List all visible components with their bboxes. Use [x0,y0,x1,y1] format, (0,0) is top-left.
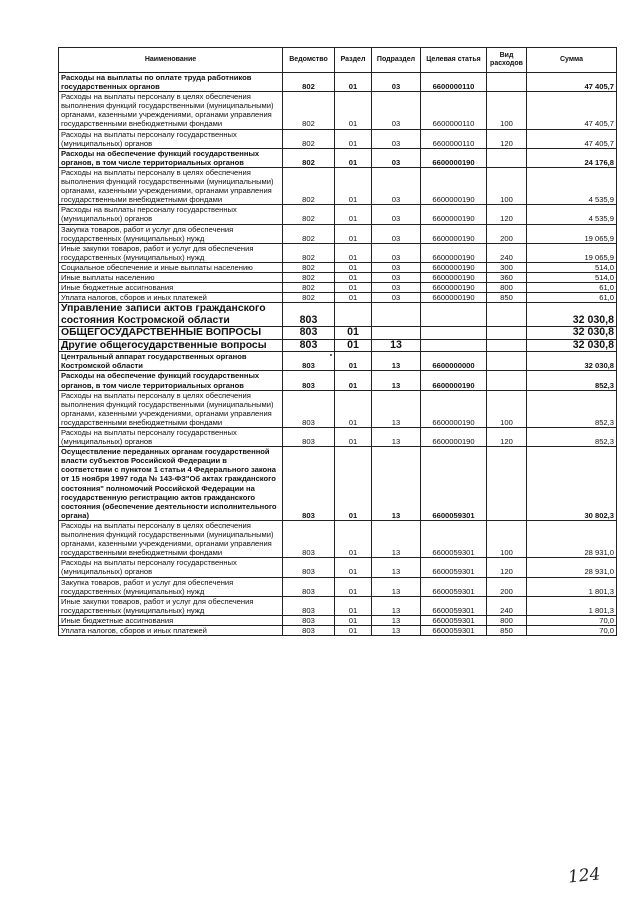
cell-exp: 200 [487,577,527,596]
table-row [59,272,617,282]
table-row [59,148,617,167]
cell-name: Закупка товаров, работ и услуг для обеспечения государственных (муниципальных) нужд [59,224,283,243]
cell-subsection: 13 [372,596,421,615]
cell-sum: 70,0 [527,615,617,625]
cell-exp [487,339,527,352]
cell-subsection: 03 [372,283,421,293]
cell-sum: 852,3 [527,390,617,427]
header-dept: Ведомство [283,48,335,73]
cell-target [421,327,487,340]
cell-name: Осуществление переданных органам государственной власти субъектов Российской Федерации в соответствии с пунктом 1 статьи 4 Федерального закона от 15 ноября 1997 года № 143-ФЗ"Об актах гражданского состояния" полномочий Российской Федерации на государственную регистрацию актов гражданского состояния (обеспечение деятельности исполнительного органа) [59,447,283,521]
cell-subsection: 13 [372,428,421,447]
cell-subsection: 03 [372,293,421,303]
cell-target: 6600000190 [421,428,487,447]
cell-exp: 120 [487,205,527,224]
cell-dept: 802 [283,92,335,129]
cell-exp [487,148,527,167]
cell-sum: 47 405,7 [527,129,617,148]
cell-section: 01 [335,596,372,615]
cell-section: 01 [335,272,372,282]
cell-sum: 514,0 [527,272,617,282]
header-exp-type: Вид расходов [487,48,527,73]
cell-name: Расходы на выплаты персоналу в целях обеспечения выполнения функций государственными (муниципальными) органами, казенными учреждениями, органами управления государственными внебюджетными фондами [59,167,283,204]
table-row [59,224,617,243]
cell-sum: 32 030,8 [527,327,617,340]
cell-dept: 803 [283,577,335,596]
cell-exp: 120 [487,428,527,447]
cell-name: Управление записи актов гражданского состояния Костромской области [59,303,283,327]
cell-section: 01 [335,92,372,129]
cell-dept: 803 [283,520,335,557]
cell-target: 6600059301 [421,577,487,596]
table-row [59,293,617,303]
cell-subsection: 03 [372,205,421,224]
table-row [59,596,617,615]
table-row [59,92,617,129]
cell-subsection: 13 [372,447,421,521]
cell-sum: 30 802,3 [527,447,617,521]
cell-section: 01 [335,283,372,293]
cell-dept: 803 [283,352,335,371]
cell-target: 6600059301 [421,596,487,615]
cell-subsection: 13 [372,520,421,557]
table-row [59,243,617,262]
cell-subsection [372,303,421,327]
cell-exp: 240 [487,596,527,615]
cell-section: 01 [335,625,372,635]
cell-target: 6600000110 [421,129,487,148]
cell-target: 6600000000 [421,352,487,371]
table-row [59,73,617,92]
cell-exp: 850 [487,293,527,303]
cell-dept: 802 [283,243,335,262]
cell-sum: 852,3 [527,371,617,390]
cell-sum: 1 801,3 [527,596,617,615]
cell-dept: 802 [283,129,335,148]
cell-exp: 100 [487,92,527,129]
cell-target: 6600059301 [421,558,487,577]
cell-name: Иные закупки товаров, работ и услуг для обеспечения государственных (муниципальных) нужд [59,596,283,615]
cell-name: Иные бюджетные ассигнования [59,283,283,293]
cell-target [421,339,487,352]
cell-name: Иные выплаты населению [59,272,283,282]
header-target: Целевая статья [421,48,487,73]
cell-subsection: 13 [372,615,421,625]
cell-section: 01 [335,293,372,303]
cell-exp: 120 [487,558,527,577]
cell-subsection [372,327,421,340]
cell-section: 01 [335,447,372,521]
cell-sum: 1 801,3 [527,577,617,596]
cell-subsection: 13 [372,339,421,352]
cell-sum: 852,3 [527,428,617,447]
cell-section: 01 [335,327,372,340]
cell-section: 01 [335,371,372,390]
cell-sum: 61,0 [527,283,617,293]
header-name: Наименование [59,48,283,73]
cell-target: 6600000110 [421,92,487,129]
cell-subsection: 03 [372,73,421,92]
cell-section: 01 [335,224,372,243]
cell-subsection: 13 [372,352,421,371]
cell-name: Расходы на выплаты персоналу государственных (муниципальных) органов [59,428,283,447]
cell-name: Расходы на обеспечение функций государственных органов, в том числе территориальных органов [59,148,283,167]
cell-section: 01 [335,520,372,557]
cell-subsection: 03 [372,92,421,129]
cell-dept: 803 [283,390,335,427]
cell-subsection: 03 [372,148,421,167]
cell-sum: 514,0 [527,262,617,272]
cell-sum: 19 065,9 [527,224,617,243]
cell-subsection: 13 [372,577,421,596]
cell-dept: 803 [283,339,335,352]
cell-exp [487,447,527,521]
cell-section: 01 [335,577,372,596]
cell-name: Иные бюджетные ассигнования [59,615,283,625]
cell-subsection: 13 [372,371,421,390]
cell-target: 6600000190 [421,272,487,282]
cell-name: Центральный аппарат государственных органов Костромской области [59,352,283,371]
cell-name: Расходы на обеспечение функций государственных органов, в том числе территориальных органов [59,371,283,390]
table-body [59,73,617,636]
cell-subsection: 03 [372,272,421,282]
cell-subsection: 03 [372,224,421,243]
table-row [59,167,617,204]
cell-dept: 802 [283,224,335,243]
header-section: Раздел [335,48,372,73]
cell-sum: 28 931,0 [527,520,617,557]
cell-target: 6600000190 [421,371,487,390]
cell-section: 01 [335,148,372,167]
cell-section: 01 [335,339,372,352]
cell-exp: 850 [487,625,527,635]
table-row [59,352,617,371]
cell-section: 01 [335,428,372,447]
cell-target: 6600059301 [421,520,487,557]
cell-sum: 28 931,0 [527,558,617,577]
cell-dept: 802 [283,272,335,282]
cell-target: 6600059301 [421,447,487,521]
table-row [59,262,617,272]
cell-sum: 70,0 [527,625,617,635]
cell-dept: 802 [283,262,335,272]
cell-dept: 802 [283,73,335,92]
cell-sum: 32 030,8 [527,339,617,352]
cell-dept: 803 [283,327,335,340]
cell-subsection: 03 [372,167,421,204]
table-row [59,205,617,224]
table-row [59,129,617,148]
cell-section: 01 [335,262,372,272]
cell-section [335,303,372,327]
cell-dept: 802 [283,283,335,293]
cell-name: Иные закупки товаров, работ и услуг для обеспечения государственных (муниципальных) нужд [59,243,283,262]
cell-dept: 803 [283,428,335,447]
table-row [59,615,617,625]
table-row [59,339,617,352]
cell-name: Расходы на выплаты персоналу государственных (муниципальных) органов [59,558,283,577]
cell-exp [487,327,527,340]
cell-exp [487,303,527,327]
cell-exp: 800 [487,615,527,625]
budget-table [58,47,617,636]
cell-section: 01 [335,243,372,262]
table-row [59,303,617,327]
cell-section: 01 [335,352,372,371]
cell-section: 01 [335,73,372,92]
header-subsection: Подраздел [372,48,421,73]
cell-dept: 803 [283,558,335,577]
table-row [59,558,617,577]
cell-name: Уплата налогов, сборов и иных платежей [59,625,283,635]
cell-target: 6600000190 [421,243,487,262]
cell-sum: 4 535,9 [527,205,617,224]
cell-target: 6600000190 [421,167,487,204]
cell-subsection: 13 [372,558,421,577]
cell-exp: 240 [487,243,527,262]
table-row [59,447,617,521]
cell-name: Уплата налогов, сборов и иных платежей [59,293,283,303]
cell-name: Другие общегосударственные вопросы [59,339,283,352]
cell-target: 6600000110 [421,73,487,92]
cell-section: 01 [335,615,372,625]
cell-sum: 32 030,8 [527,352,617,371]
cell-dept: 802 [283,148,335,167]
cell-target: 6600000190 [421,224,487,243]
cell-exp: 300 [487,262,527,272]
cell-subsection: 13 [372,390,421,427]
cell-subsection: 03 [372,243,421,262]
cell-dept: 803 [283,596,335,615]
table-row [59,577,617,596]
cell-sum: 47 405,7 [527,73,617,92]
cell-sum: 19 065,9 [527,243,617,262]
table-row [59,327,617,340]
cell-target: 6600000190 [421,205,487,224]
cell-name: Расходы на выплаты персоналу в целях обеспечения выполнения функций государственными (муниципальными) органами, казенными учреждениями, органами управления государственными внебюджетными фондами [59,520,283,557]
cell-dept: 802 [283,205,335,224]
cell-section: 01 [335,129,372,148]
cell-target: 6600000190 [421,293,487,303]
cell-sum: 61,0 [527,293,617,303]
cell-target: 6600000190 [421,283,487,293]
cell-sum: 47 405,7 [527,92,617,129]
cell-name: Расходы на выплаты персоналу в целях обеспечения выполнения функций государственными (муниципальными) органами, казенными учреждениями, органами управления государственными внебюджетными фондами [59,92,283,129]
cell-target: 6600000190 [421,148,487,167]
table-row [59,390,617,427]
cell-name: Расходы на выплаты персоналу государственных (муниципальных) органов [59,205,283,224]
cell-subsection: 03 [372,129,421,148]
table-row [59,625,617,635]
cell-dept: 803 [283,625,335,635]
cell-subsection: 13 [372,625,421,635]
cell-exp: 360 [487,272,527,282]
cell-dept: 802 [283,167,335,204]
cell-section: 01 [335,167,372,204]
cell-name: Расходы на выплаты персоналу в целях обеспечения выполнения функций государственными (муниципальными) органами, казенными учреждениями, органами управления государственными внебюджетными фондами [59,390,283,427]
table-row [59,283,617,293]
cell-exp: 120 [487,129,527,148]
cell-section: 01 [335,205,372,224]
table-row [59,371,617,390]
cell-name: ОБЩЕГОСУДАРСТВЕННЫЕ ВОПРОСЫ [59,327,283,340]
cell-dept: 803 [283,447,335,521]
cell-target: 6600000190 [421,262,487,272]
cell-section: 01 [335,390,372,427]
cell-sum: 32 030,8 [527,303,617,327]
cell-dept: 803 [283,371,335,390]
cell-target: 6600059301 [421,625,487,635]
cell-name: Социальное обеспечение и иные выплаты населению [59,262,283,272]
cell-exp: 100 [487,390,527,427]
cell-target [421,303,487,327]
cell-dept: 802 [283,293,335,303]
cell-name: Закупка товаров, работ и услуг для обеспечения государственных (муниципальных) нужд [59,577,283,596]
table-row [59,428,617,447]
cell-sum: 24 176,8 [527,148,617,167]
cell-exp: 800 [487,283,527,293]
scan-dot [330,354,332,356]
page-number: 124 [567,864,602,888]
cell-exp: 100 [487,520,527,557]
cell-exp [487,73,527,92]
cell-dept: 803 [283,303,335,327]
header-row [59,48,617,73]
cell-exp [487,371,527,390]
cell-subsection: 03 [372,262,421,272]
cell-dept: 803 [283,615,335,625]
cell-name: Расходы на выплаты по оплате труда работников государственных органов [59,73,283,92]
cell-sum: 4 535,9 [527,167,617,204]
cell-name: Расходы на выплаты персоналу государственных (муниципальных) органов [59,129,283,148]
table-row [59,520,617,557]
cell-target: 6600000190 [421,390,487,427]
cell-exp: 100 [487,167,527,204]
cell-section: 01 [335,558,372,577]
cell-exp: 200 [487,224,527,243]
cell-target: 6600059301 [421,615,487,625]
cell-exp [487,352,527,371]
header-sum: Сумма [527,48,617,73]
